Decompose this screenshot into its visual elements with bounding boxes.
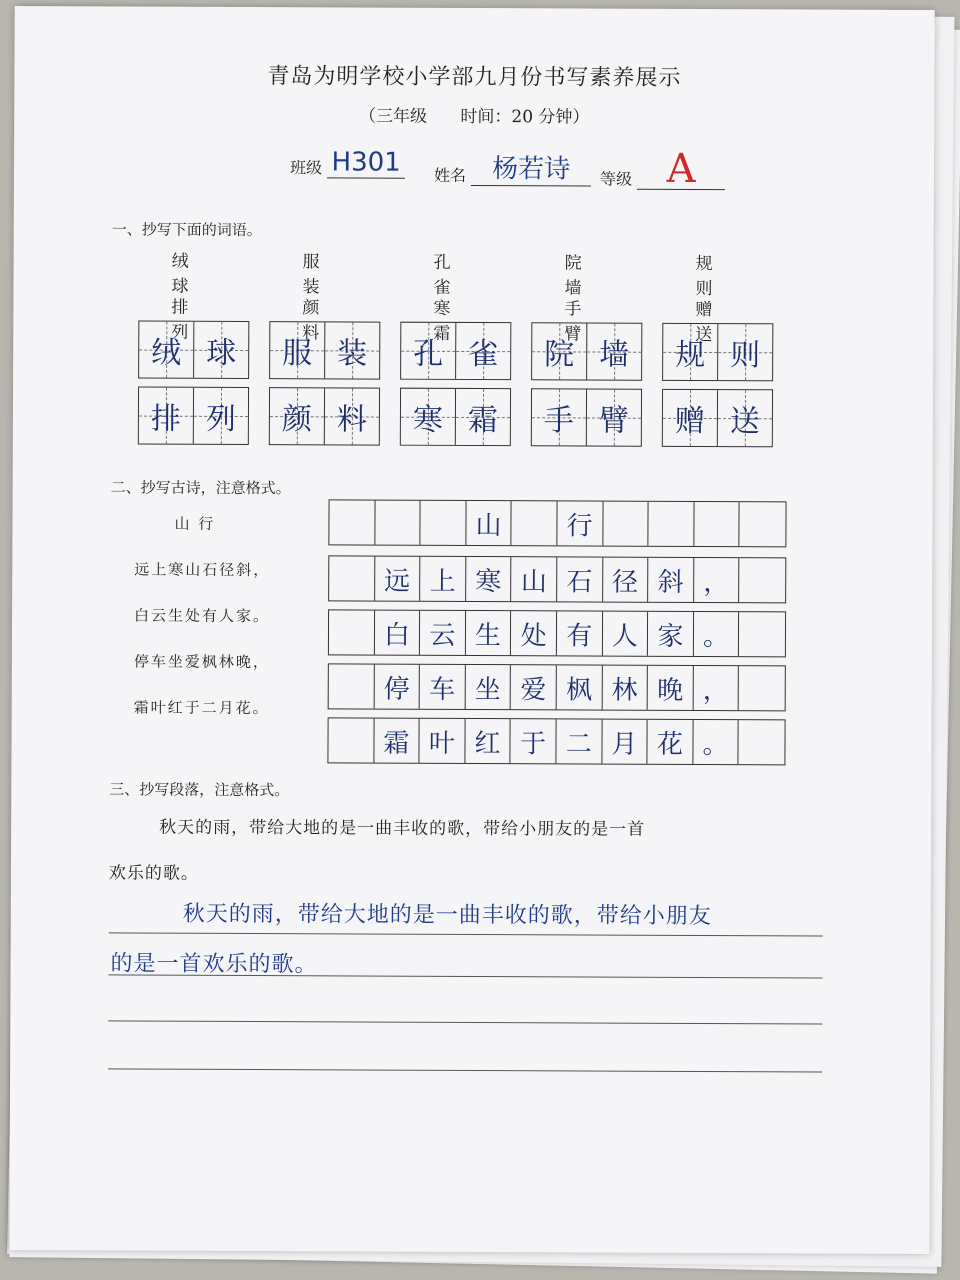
poem-grid-cell[interactable]: 停 <box>374 665 420 709</box>
poem-grid-cell[interactable]: 霜 <box>374 719 420 763</box>
handwritten-char: 绒 <box>151 335 182 371</box>
handwritten-char: 则 <box>730 338 761 374</box>
poem-grid-cell[interactable] <box>739 720 785 764</box>
poem-grid-cell[interactable] <box>739 666 785 710</box>
poem-line: 远上寒山石径斜， <box>134 560 271 580</box>
poem-grid-cell[interactable]: 叶 <box>420 719 466 763</box>
writing-cell[interactable] <box>139 322 194 378</box>
writing-box-pair[interactable] <box>269 387 380 445</box>
handwritten-char: 规 <box>675 337 706 374</box>
poem-grid-row[interactable] <box>328 499 786 547</box>
writing-rule <box>109 932 823 936</box>
poem-grid-row[interactable] <box>327 717 785 765</box>
name-field[interactable]: 杨若诗 <box>471 148 591 187</box>
handwritten-char: 雀 <box>468 336 499 373</box>
section2-heading: 二、抄写古诗，注意格式。 <box>110 478 291 498</box>
poem-grid-cell[interactable]: 于 <box>511 719 557 763</box>
poem-line: 霜叶红于二月花。 <box>133 698 270 718</box>
paragraph-line2: 欢乐的歌。 <box>108 863 199 884</box>
poem-grid-row[interactable] <box>328 555 786 603</box>
handwritten-char: 赠 <box>674 403 705 440</box>
writing-cell[interactable] <box>270 322 325 378</box>
vocab-word: 颜料 <box>302 298 332 344</box>
poem-grid-cell[interactable] <box>329 664 375 708</box>
handwritten-char: 孔 <box>413 336 444 372</box>
poem-grid-cell[interactable]: 林 <box>602 666 648 710</box>
writing-cell[interactable] <box>532 389 587 445</box>
name-label: 姓名 <box>433 165 467 185</box>
poem-grid-cell[interactable]: 处 <box>511 611 557 655</box>
writing-rule <box>108 1020 822 1024</box>
section1-heading: 一、抄写下面的词语。 <box>111 220 262 240</box>
vocab-word: 孔雀 <box>433 252 463 298</box>
poem-grid-cell[interactable]: 行 <box>557 501 603 545</box>
poem-grid-cell[interactable] <box>603 502 649 546</box>
poem-grid-cell[interactable]: 径 <box>603 558 649 602</box>
poem-grid-cell[interactable]: 白 <box>374 611 420 655</box>
writing-cell[interactable] <box>325 388 379 444</box>
writing-rule <box>108 1068 822 1072</box>
poem-grid-cell[interactable]: 枫 <box>557 665 603 709</box>
poem-grid-cell[interactable]: 花 <box>648 720 694 764</box>
handwritten-char: 霜 <box>467 402 498 439</box>
vocab-word: 手臂 <box>564 299 594 345</box>
writing-cell[interactable] <box>194 388 248 444</box>
handwritten-char: 装 <box>337 336 368 372</box>
handwritten-char: 服 <box>282 336 313 372</box>
poem-grid-cell[interactable] <box>694 502 740 546</box>
poem-grid-cell[interactable] <box>329 500 375 544</box>
writing-cell[interactable] <box>456 323 510 379</box>
poem-grid-cell[interactable]: 。 <box>693 720 739 764</box>
vocab-word: 院墙 <box>564 253 594 299</box>
poem-grid-cell[interactable]: 晚 <box>648 666 694 710</box>
poem-grid-cell[interactable]: 二 <box>556 719 602 763</box>
poem-grid-cell[interactable]: 月 <box>602 720 648 764</box>
writing-cell[interactable] <box>401 323 456 379</box>
grade-info <box>599 145 725 192</box>
handwritten-char: 料 <box>336 402 367 438</box>
poem-grid-cell[interactable]: 山 <box>466 501 512 545</box>
poem-title: 山 行 <box>174 514 216 533</box>
handwritten-char: 手 <box>543 403 574 439</box>
writing-cell[interactable] <box>663 324 718 380</box>
poem-grid-cell[interactable]: 远 <box>375 557 421 601</box>
worksheet-title: 青岛为明学校小学部九月份书写素养展示 <box>267 64 682 91</box>
name-info <box>434 148 591 187</box>
poem-grid-cell[interactable] <box>421 501 467 545</box>
poem-grid-cell[interactable]: 红 <box>465 719 511 763</box>
grade-level: （三年级 <box>358 106 428 127</box>
worksheet-paper <box>9 6 934 1254</box>
poem-grid-cell[interactable]: 人 <box>602 612 648 656</box>
writing-cell[interactable] <box>718 390 772 446</box>
poem-grid-cell[interactable]: ， <box>693 666 739 710</box>
poem-grid-cell[interactable] <box>649 502 695 546</box>
poem-grid-cell[interactable]: 上 <box>420 557 466 601</box>
poem-grid-cell[interactable]: 家 <box>648 612 694 656</box>
writing-box-pair[interactable] <box>269 321 380 379</box>
handwritten-char: 球 <box>206 335 237 371</box>
poem-grid-cell[interactable]: 有 <box>557 611 603 655</box>
poem-grid-cell[interactable] <box>375 501 421 545</box>
grade-label: 等级 <box>599 169 633 189</box>
handwritten-char: 列 <box>205 401 236 437</box>
writing-cell[interactable] <box>456 389 510 445</box>
writing-cell[interactable] <box>718 324 772 380</box>
poem-grid-cell[interactable]: 生 <box>466 611 512 655</box>
handwritten-char: 颜 <box>281 402 312 438</box>
handwritten-char: 院 <box>544 337 575 373</box>
poem-grid-cell[interactable] <box>328 718 374 762</box>
poem-grid-row[interactable] <box>328 609 786 657</box>
vocab-word: 规则 <box>695 253 725 300</box>
poem-line: 白云生处有人家。 <box>134 606 271 626</box>
poem-grid-cell[interactable]: ， <box>694 558 740 602</box>
writing-box-pair[interactable] <box>662 323 773 381</box>
handwritten-line2[interactable]: 的是一首欢乐的歌。 <box>110 951 318 978</box>
poem-grid-cell[interactable] <box>739 612 785 656</box>
handwritten-char: 寒 <box>412 402 443 438</box>
vocab-word: 赠送 <box>695 299 725 346</box>
writing-box-pair[interactable] <box>531 388 642 446</box>
writing-cell[interactable] <box>270 388 325 444</box>
writing-cell[interactable] <box>401 389 456 445</box>
handwritten-char: 排 <box>150 401 181 437</box>
class-label: 班级 <box>289 158 323 178</box>
vocab-word: 服装 <box>302 252 332 298</box>
poem-grid-cell[interactable]: 石 <box>557 557 603 601</box>
writing-box-pair[interactable] <box>662 389 773 447</box>
poem-grid-row[interactable] <box>328 663 786 711</box>
grade-field[interactable]: A <box>637 149 725 190</box>
vocab-word: 寒霜 <box>433 298 463 344</box>
writing-cell[interactable] <box>532 323 587 379</box>
poem-grid-cell[interactable] <box>329 610 375 654</box>
poem-grid-cell[interactable]: 车 <box>420 665 466 709</box>
writing-cell[interactable] <box>194 322 248 378</box>
poem-grid-cell[interactable]: 爱 <box>511 665 557 709</box>
paragraph-line1: 秋天的雨，带给大地的是一曲丰收的歌，带给小朋友的是一首 <box>159 817 646 840</box>
poem-grid-cell[interactable] <box>512 501 558 545</box>
poem-grid-cell[interactable] <box>739 558 785 602</box>
writing-box-pair[interactable] <box>400 388 511 446</box>
writing-cell[interactable] <box>663 390 718 446</box>
poem-grid-cell[interactable] <box>329 556 375 600</box>
poem-grid-cell[interactable]: 寒 <box>466 557 512 601</box>
poem-grid-cell[interactable]: 。 <box>694 612 740 656</box>
poem-grid-cell[interactable]: 斜 <box>648 558 694 602</box>
handwritten-char: 墙 <box>599 337 630 373</box>
time-limit: 时间：20 分钟） <box>460 106 590 128</box>
poem-line: 停车坐爱枫林晚， <box>133 652 270 672</box>
vocab-word: 排列 <box>171 297 201 343</box>
handwritten-char: 臂 <box>598 403 629 439</box>
section3-heading: 三、抄写段落，注意格式。 <box>109 780 290 800</box>
handwritten-line1[interactable]: 秋天的雨，带给大地的是一曲丰收的歌，带给小朋友 <box>182 901 712 930</box>
writing-cell[interactable] <box>325 322 379 378</box>
poem-grid-cell[interactable] <box>740 502 786 546</box>
vocab-word: 绒球 <box>171 251 201 297</box>
worksheet-subtitle <box>14 100 934 129</box>
handwritten-char: 送 <box>729 404 760 440</box>
writing-box-pair[interactable] <box>138 321 249 379</box>
writing-box-pair[interactable] <box>531 322 642 380</box>
writing-cell[interactable] <box>139 388 194 444</box>
class-info <box>290 147 405 179</box>
writing-box-pair[interactable] <box>138 387 249 445</box>
writing-box-pair[interactable] <box>400 322 511 380</box>
poem-grid-cell[interactable]: 山 <box>512 557 558 601</box>
poem-grid-cell[interactable]: 坐 <box>465 665 511 709</box>
poem-grid-cell[interactable]: 云 <box>420 611 466 655</box>
writing-cell[interactable] <box>587 389 641 445</box>
class-field[interactable]: H301 <box>327 147 405 178</box>
writing-cell[interactable] <box>587 324 641 380</box>
